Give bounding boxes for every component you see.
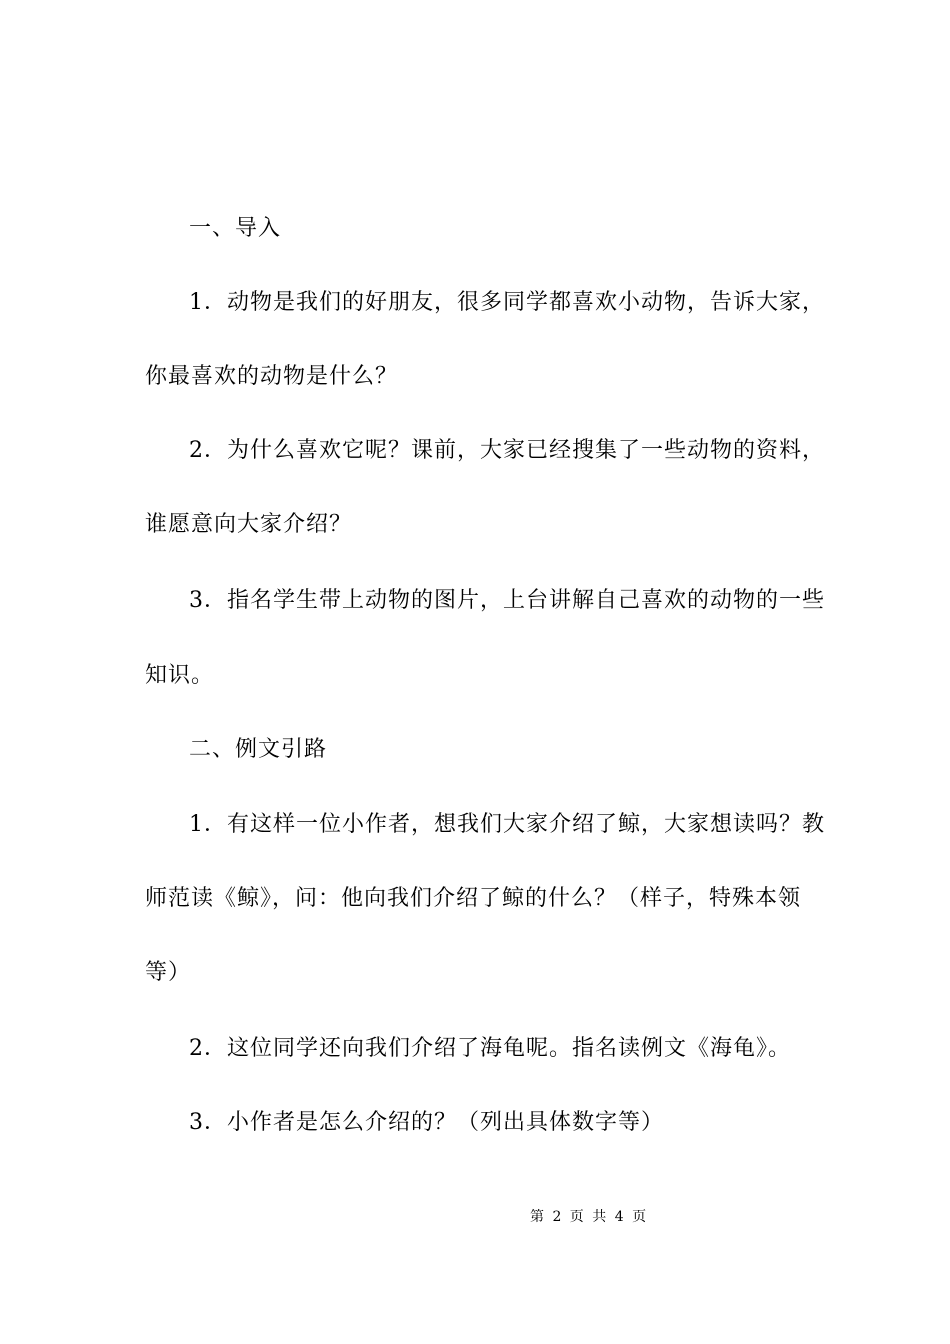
paragraph-line: 2．这位同学还向我们介绍了海龟呢。指名读例文《海龟》。	[189, 1036, 791, 1061]
paragraph-line: 1．动物是我们的好朋友，很多同学都喜欢小动物，告诉大家，	[189, 290, 825, 315]
page-number-footer: 第 2 页 共 4 页	[530, 1209, 649, 1225]
paragraph-line: 3．小作者是怎么介绍的？（列出具体数字等）	[189, 1110, 664, 1135]
paragraph-line: 谁愿意向大家介绍？	[145, 512, 353, 537]
section-heading-intro: 一、导入	[189, 216, 282, 241]
paragraph-line: 知识。	[145, 663, 215, 688]
paragraph-line: 3．指名学生带上动物的图片，上台讲解自己喜欢的动物的一些	[189, 588, 825, 613]
paragraph-line: 你最喜欢的动物是什么？	[145, 364, 399, 389]
paragraph-line: 等）	[145, 960, 192, 985]
paragraph-line: 2．为什么喜欢它呢？课前，大家已经搜集了一些动物的资料，	[189, 438, 825, 463]
paragraph-line: 1．有这样一位小作者，想我们大家介绍了鲸，大家想读吗？教	[189, 812, 825, 837]
section-heading-example: 二、例文引路	[189, 737, 328, 762]
paragraph-line: 师范读《鲸》，问：他向我们介绍了鲸的什么？（样子，特殊本领	[145, 886, 802, 911]
